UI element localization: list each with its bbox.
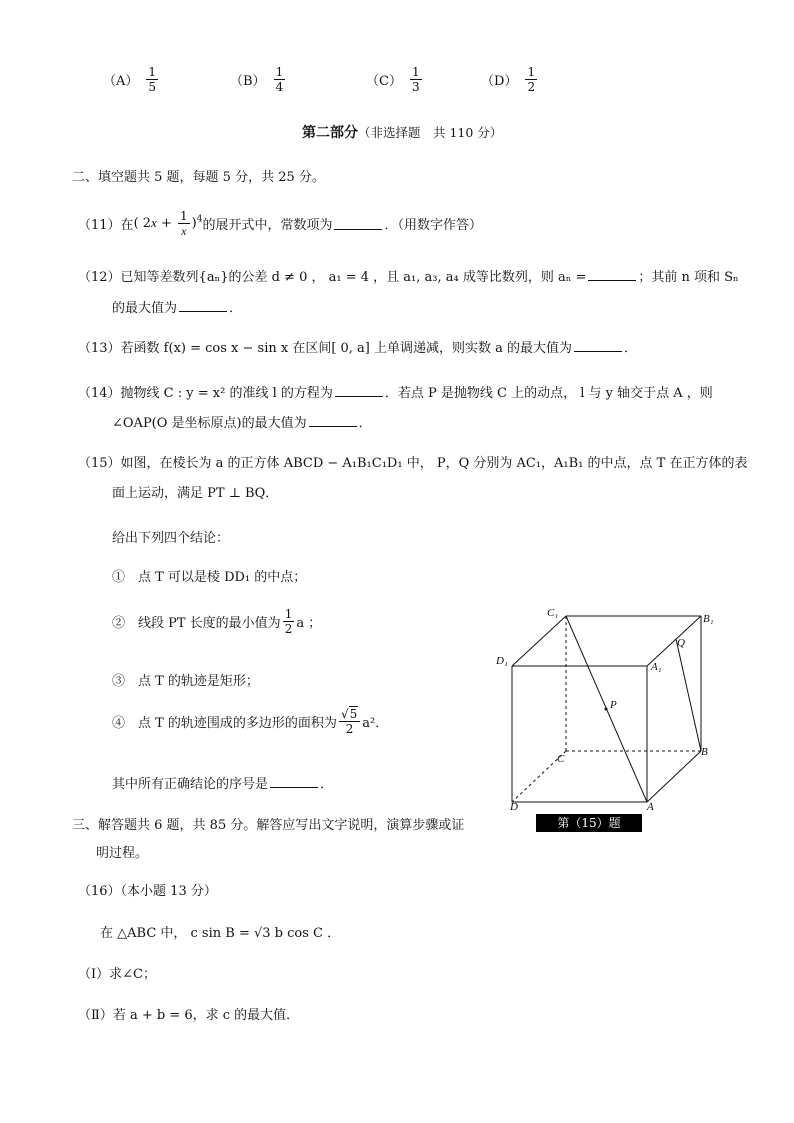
section3-heading: 三、解答题共 6 题，共 85 分。解答应写出文字说明，演算步骤或证: [72, 818, 465, 833]
q14-answer-blank-1[interactable]: [335, 384, 383, 397]
question-11: （11） 在 ( 2x + $\frac{1}{x}$ )$^4$ 的展开式中，常数项为 ．（用数字作答）: [78, 209, 482, 238]
label-b1: B₁: [703, 613, 714, 625]
q12-answer-blank-2[interactable]: [179, 299, 227, 312]
q13-answer-blank[interactable]: [574, 339, 622, 352]
label-c1: C₁: [547, 607, 559, 619]
label-a1: A₁: [651, 661, 662, 673]
question-15-ask: 其中所有正确结论的序号是 ．: [112, 777, 334, 792]
label-b: B: [701, 746, 708, 758]
question-15: （15）如图，在棱长为 a 的正方体 ABCD − A₁B₁C₁D₁ 中， P，Q 分别为 AC₁，A₁B₁ 的中点，点 T 在正方体的表: [78, 456, 748, 471]
q11-expression: ( 2x + $\frac{1}{x}$ )$^4$: [133, 209, 203, 238]
c2-fraction: $\frac{1}{2}$: [284, 607, 293, 636]
section3-heading-line2: 明过程。: [96, 846, 149, 861]
question-14: （14）抛物线 C : y = x² 的准线 l 的方程为 ．若点 P 是抛物线 C 上的动点， l 与 y 轴交于点 A ，则: [78, 386, 713, 401]
question-16: （16）（本小题 13 分）: [78, 884, 217, 899]
choice-d-fraction: $\frac{1}{2}$: [527, 65, 536, 94]
choice-b: （B） $\frac{1}{4}$: [230, 65, 284, 94]
label-d: D: [510, 801, 518, 813]
q11-answer-blank[interactable]: [334, 217, 382, 230]
question-13: （13）若函数 f(x) = cos x − sin x 在区间[ 0, a] 上单调递减，则实数 a 的最大值为 ．: [78, 341, 638, 356]
section2-heading: 二、填空题共 5 题，每题 5 分，共 25 分。: [72, 170, 325, 185]
q15-answer-blank[interactable]: [270, 775, 318, 788]
q12-answer-blank-1[interactable]: [588, 268, 636, 281]
choice-a: （A） $\frac{1}{5}$: [103, 65, 157, 94]
figure-caption: 第（15）题: [536, 814, 642, 832]
question-14-line2: ∠OAP(O 是坐标原点)的最大值为 ．: [112, 416, 372, 431]
c4-fraction: $\frac{√5}{2}$: [339, 708, 360, 735]
question-12-line2: 的最大值为 ．: [112, 301, 243, 316]
label-p: P: [610, 699, 617, 711]
question-12: （12）已知等差数列{aₙ}的公差 d ≠ 0 ， a₁ = 4 ，且 a₁, a₃, a₄ 成等比数列，则 aₙ = ；其前 n 项和 Sₙ: [78, 270, 739, 285]
choice-c: （C） $\frac{1}{3}$: [366, 65, 420, 94]
segment-bq: [676, 639, 701, 751]
choice-d: （D） $\frac{1}{2}$: [481, 65, 536, 94]
edge-c1d1: [512, 616, 566, 666]
point-p: [605, 708, 608, 711]
conclusion-2: ② 线段 PT 长度的最小值为 $\frac{1}{2}$ a ；: [112, 607, 322, 636]
choice-c-fraction: $\frac{1}{3}$: [411, 65, 420, 94]
part2-heading: 第二部分（非选择题 共 110 分）: [302, 125, 503, 141]
conclusion-4: ④ 点 T 的轨迹围成的多边形的面积为 $\frac{√5}{2}$ a²．: [112, 707, 389, 736]
label-q: Q: [677, 637, 685, 649]
label-d1: D₁: [496, 655, 508, 667]
label-c: C: [557, 753, 565, 765]
choice-a-fraction: $\frac{1}{5}$: [148, 65, 157, 94]
q14-answer-blank-2[interactable]: [309, 414, 357, 427]
question-16-part1: （Ⅰ）求∠C；: [78, 967, 156, 982]
edge-ba: [647, 751, 701, 802]
conclusion-3: ③ 点 T 的轨迹是矩形；: [112, 674, 259, 689]
question-15-line2: 面上运动，满足 PT ⊥ BQ．: [112, 486, 279, 501]
question-15-intro: 给出下列四个结论：: [112, 531, 230, 546]
edge-b1a1: [647, 616, 701, 666]
conclusion-1: ① 点 T 可以是棱 DD₁ 的中点；: [112, 570, 307, 585]
question-16-given: 在 △ABC 中， c sin B = √3 b cos C ．: [100, 926, 341, 941]
label-a: A: [647, 801, 654, 813]
question-16-part2: （Ⅱ）若 a + b = 6，求 c 的最大值．: [78, 1008, 300, 1023]
choice-b-fraction: $\frac{1}{4}$: [275, 65, 284, 94]
